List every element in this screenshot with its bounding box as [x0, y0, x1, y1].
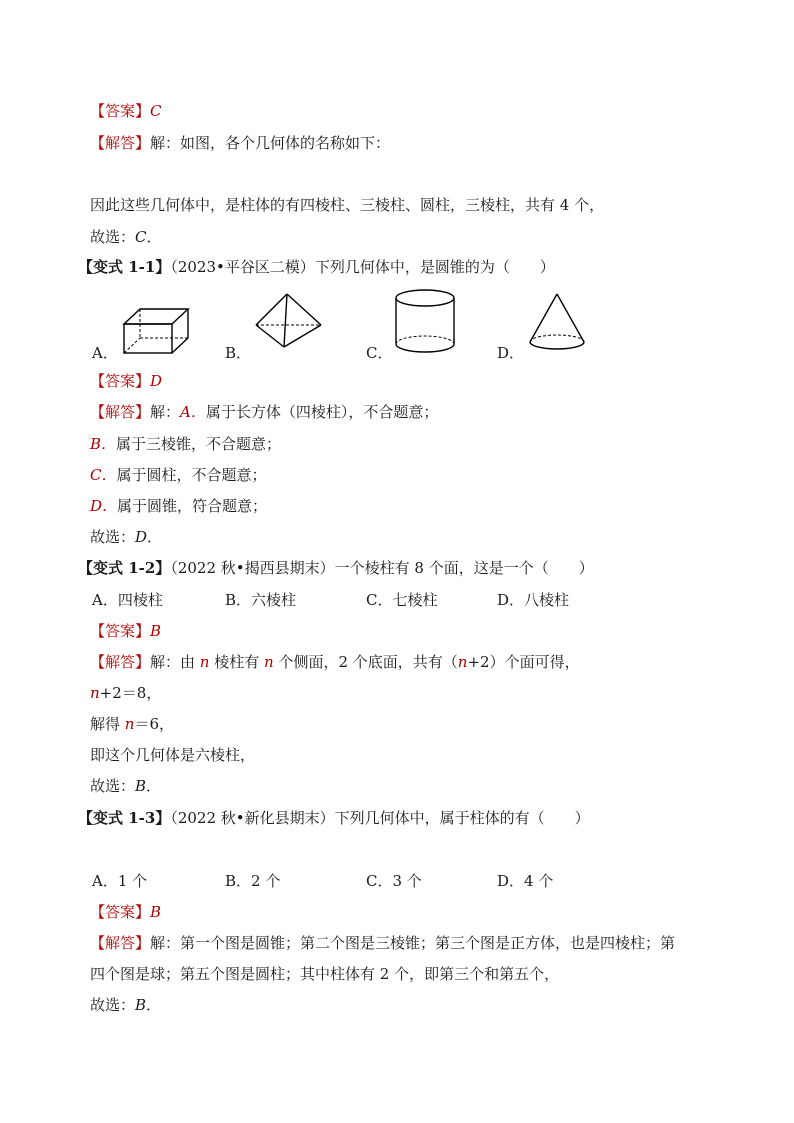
equation-line: [90, 683, 161, 703]
question-source: （2023•平谷区二模）: [170, 258, 315, 276]
conclusion-letter: B: [135, 996, 147, 1014]
answer-value: D: [150, 372, 163, 390]
equation-prefix: 解得: [90, 715, 125, 733]
option-a-label: A．: [92, 344, 118, 362]
conclusion-prefix: 故选：: [90, 228, 136, 246]
answer-tag: 【答案】: [90, 903, 151, 921]
question-tag: 【变式 1-1】: [78, 258, 171, 276]
question-tag: 【变式 1-3】: [78, 809, 171, 827]
option-c: C．3 个: [366, 872, 422, 890]
conclusion-end: ．: [146, 228, 162, 246]
option-d: D．4 个: [497, 872, 554, 890]
solution-text: 属于三棱锥，不合题意；: [116, 435, 282, 453]
equation-text: ＝6，: [134, 715, 174, 733]
solution-letter: C．: [90, 466, 117, 484]
solution-text: 个侧面，2 个底面，共有（: [273, 653, 458, 671]
pyramid-icon: [254, 292, 324, 350]
conclusion-prefix: 故选：: [90, 777, 136, 795]
cone-icon: [528, 292, 588, 354]
conclusion-line: [90, 527, 162, 547]
question-1-2: [78, 558, 594, 578]
answer-line: [90, 621, 161, 641]
conclusion-letter: B: [135, 777, 147, 795]
answer-value: C: [150, 102, 162, 120]
conclusion-end: ．: [147, 528, 163, 546]
conclusion-line: [90, 995, 161, 1015]
question-1-3: [78, 808, 590, 828]
conclusion-prefix: 故选：: [90, 996, 136, 1014]
solution-letter: B．: [90, 435, 117, 453]
conclusion-letter: D: [135, 528, 148, 546]
answer-line: [90, 902, 161, 922]
solution-text: +2）个面可得，: [467, 653, 580, 671]
solution-line: [90, 933, 675, 953]
solution-tag: 【解答】: [90, 403, 151, 421]
option-d-label: D．: [497, 344, 525, 362]
variable-n: n: [457, 653, 468, 671]
solution-line: [90, 652, 580, 672]
cuboid-icon: [122, 306, 192, 356]
answer-line: [90, 101, 162, 121]
solution-tag: 【解答】: [90, 134, 151, 152]
solution-letter: D．: [90, 497, 118, 515]
option-c-label: C．: [366, 344, 393, 362]
variable-n: n: [199, 653, 210, 671]
solution-line: [90, 402, 438, 422]
solution-text-4: 即这个几何体是六棱柱，: [90, 746, 256, 764]
answer-tag: 【答案】: [90, 622, 151, 640]
solution-line: [90, 133, 390, 153]
solution-letter: A．: [180, 403, 206, 421]
solution-text-2: 四个图是球；第五个图是圆柱；其中柱体有 2 个，即第三个和第五个，: [90, 965, 560, 983]
solution-text: 属于圆柱，不合题意；: [116, 466, 267, 484]
option-b-label: B．: [225, 344, 252, 362]
question-source: （2022 秋•新化县期末）: [170, 809, 335, 827]
question-tag: 【变式 1-2】: [78, 559, 171, 577]
solution-tag: 【解答】: [90, 653, 151, 671]
solution-text: 解：如图，各个几何体的名称如下：: [150, 134, 391, 152]
question-1-1: [78, 257, 555, 277]
option-a: A．1 个: [92, 872, 148, 890]
answer-tag: 【答案】: [90, 102, 151, 120]
solution-prefix: 解：: [150, 403, 181, 421]
solution-line: [90, 465, 267, 485]
equation-text: +2＝8，: [99, 684, 162, 702]
cylinder-icon: [394, 288, 456, 356]
variable-n: n: [124, 715, 135, 733]
solution-line: [90, 496, 267, 516]
variable-n: n: [264, 653, 274, 671]
option-d: D．八棱柱: [497, 591, 570, 609]
solution-tag: 【解答】: [90, 934, 151, 952]
solution-text: 解：由: [150, 653, 200, 671]
option-b: B．2 个: [225, 872, 281, 890]
variable-n: n: [90, 684, 100, 702]
question-text: 下列几何体中，属于柱体的有（ ）: [334, 809, 590, 827]
answer-value: B: [150, 903, 162, 921]
solution-text: 解：第一个图是圆锥；第二个图是三棱锥；第三个图是正方体，也是四棱柱；第: [150, 934, 676, 952]
question-text: 一个棱柱有 8 个面，这是一个（ ）: [334, 559, 594, 577]
option-a: A．四棱柱: [92, 591, 163, 609]
conclusion-line: [90, 776, 161, 796]
conclusion-end: ．: [146, 777, 162, 795]
option-b: B．六棱柱: [225, 591, 297, 609]
question-source: （2022 秋•揭西县期末）: [170, 559, 335, 577]
equation-line: [90, 714, 174, 734]
conclusion-end: ．: [146, 996, 162, 1014]
option-c: C．七棱柱: [366, 591, 438, 609]
solution-text: 属于圆锥，符合题意；: [117, 497, 268, 515]
conclusion-letter: C: [135, 228, 147, 246]
conclusion-prefix: 故选：: [90, 528, 136, 546]
answer-tag: 【答案】: [90, 372, 151, 390]
conclusion-line: [90, 227, 162, 247]
answer-line: [90, 371, 162, 391]
question-text: 下列几何体中，是圆锥的为（ ）: [314, 258, 555, 276]
answer-value: B: [150, 622, 162, 640]
solution-text: 属于长方体（四棱柱），不合题意；: [205, 403, 439, 421]
solution-line: [90, 434, 281, 454]
solution-text-2: 因此这些几何体中，是柱体的有四棱柱、三棱柱、圆柱，三棱柱，共有 4 个，: [90, 196, 605, 214]
solution-text: 棱柱有: [209, 653, 265, 671]
